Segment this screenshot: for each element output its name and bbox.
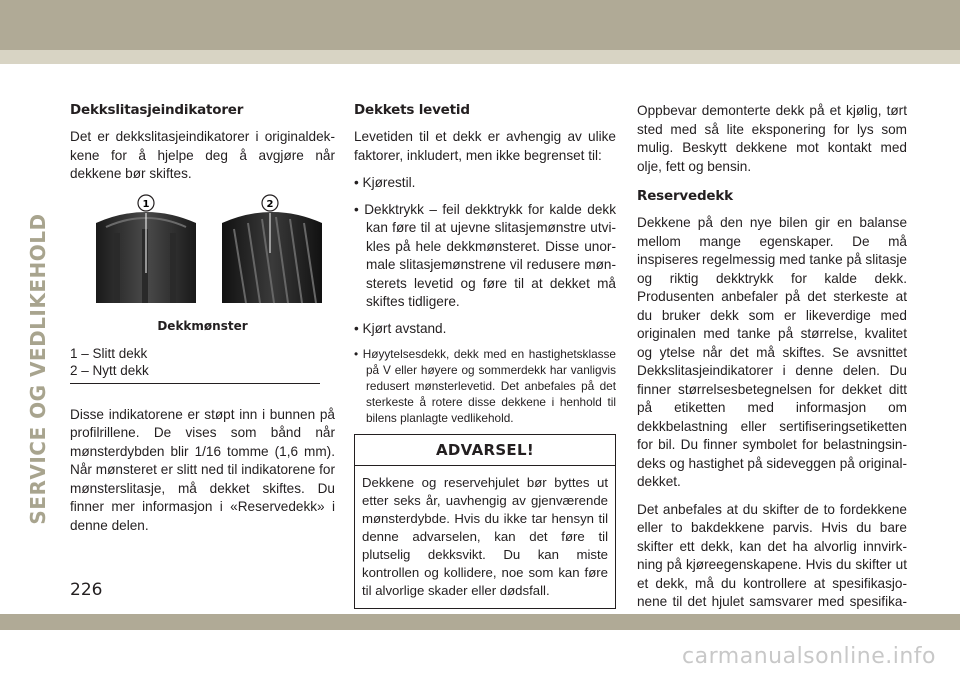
legend-item-worn: 1 – Slitt dekk (70, 345, 148, 361)
warning-box (354, 434, 616, 609)
column-2 (354, 100, 616, 609)
legend-item-new: 2 – Nytt dekk (70, 362, 149, 378)
tread-indicator-intro: Det er dekkslitasjeindikatorer i originaldekkene for å hjelpe deg å avgjøre når dekkene bør skiftes. (70, 129, 335, 181)
warning-title: ADVARSEL! (355, 435, 615, 466)
list-item: • Kjørt avstand. (354, 320, 447, 336)
callout-2 (262, 195, 278, 211)
tire-tread-figure (84, 193, 334, 313)
list-item: • Kjørestil. (354, 175, 416, 190)
figure-caption: Dekkmønster (157, 318, 248, 333)
new-tire (222, 212, 322, 303)
column-3 (637, 100, 907, 639)
warning-body: Dekkene og reservehjulet bør byttes ut etter seks år, uavhengig av gjenværende mønsterdybde. Hvis du ikke tar hensyn til denne advarselen, kan det føre til plutselig dekksvikt. Du kan miste kontrollen og kollidere, noe som kan føre til alvorlige skader eller dødsfall. (362, 475, 608, 598)
callout-2-label: 2 (266, 198, 274, 210)
section-side-label: SERVICE OG VEDLIKEHOLD (26, 213, 50, 525)
spare-tire-paragraph-1: Dekkene på den nye bilen gir en balanse mellom mange egenskaper. De må inspiseres regelmessig med tanke på slitasje og riktig dekktrykk for kalde dekk. Produsenten anbefaler på det sterkeste at du bruker dekk som er likeverdige med originalen med tanke på størrelse, kvalitet og ytelse når det må skiftes. Se avsnittet Dekkslitasjeindikatorer i denne delen. Du finner størrelsesbetegnelsen for dekket ditt på etiketten med informasjon om dekkbelastning eller sertifiseringsetiketten for bil. Du finner symbolet for belastningsindeks og hastighet på sideveggen på original-dekket. (637, 215, 907, 489)
page-number: 226 (70, 580, 103, 600)
storage-paragraph: Oppbevar demonterte dekk på et kjølig, tørt sted med så lite eksponering for lys som mulig. Beskytt dekkene mot kontakt med olje, fett og bensin. (637, 103, 907, 174)
top-band (0, 0, 960, 50)
spare-tire-paragraph-2: Det anbefales at du skifter de to fordekkene eller to bakdekkene parvis. Hvis du bare skifter ett dekk, kan det ha alvorlig innvirkning på kjøreegenskapene. Hvis du skifter ut et dekk, må du kontrollere at spesifikasjonene til det hjulet samsvarer med spesifika (637, 501, 907, 609)
callout-1 (138, 195, 154, 211)
tire-life-heading: Dekkets levetid (354, 102, 470, 118)
tread-indicator-heading: Dekkslitasjeindikatorer (70, 102, 244, 118)
bottom-band (0, 614, 960, 630)
tire-life-intro: Levetiden til et dekk er avhengig av ulike faktorer, inkludert, men ikke begrenset til: (354, 129, 616, 163)
top-band-stripe (0, 50, 960, 64)
legend-divider (70, 383, 320, 384)
list-item: • Høyytelsesdekk, dekk med en hastighetsklasse på V eller høyere og sommerdekk har vanligvis redusert mønsterlevetid. Det anbefales på det sterkeste å rotere disse dekkene i henhold til bilens planlagte vedlikehold. (354, 347, 616, 425)
list-item: • Dekktrykk – feil dekktrykk for kalde dekk kan føre til at ujevne slitasjemønstre utvikles på hele dekkmønsteret. Disse unormale slitasjemønstrene vil redusere mønsterets levetid og føre til at dekket må skiftes tidligere. (354, 201, 616, 309)
callout-1-label: 1 (142, 198, 150, 210)
worn-tire (96, 212, 196, 303)
tire-life-factors-list (354, 174, 616, 426)
spare-tire-heading: Reservedekk (637, 188, 733, 204)
column-1 (70, 100, 335, 544)
tread-indicator-body: Disse indikatorene er støpt inn i bunnen på profilrillene. De vises som bånd når mønsterdybden blir 1/16 tomme (1,6 mm). Når mønsteret er slitt ned til indikatorene for mønsterslitasje, må dekket skiftes. Du finner mer informasjon i «Reservedekk» i denne delen. (70, 406, 335, 533)
tire-illustration (84, 193, 334, 313)
watermark: carmanualsonline.info (682, 644, 936, 669)
